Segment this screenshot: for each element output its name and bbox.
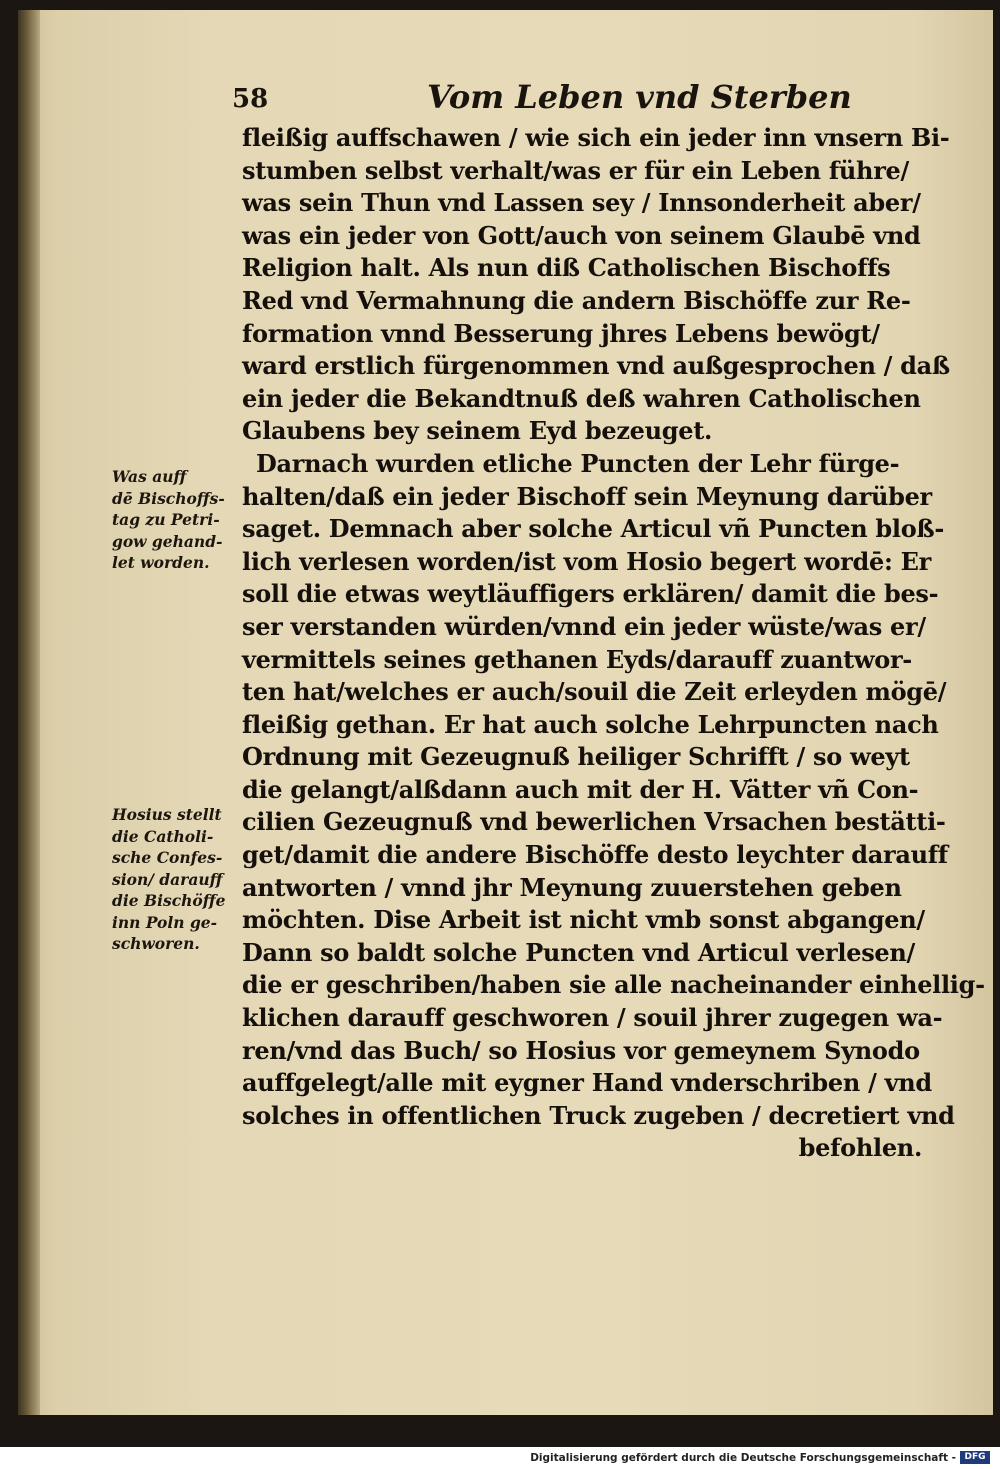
text-line: saget. Demnach aber solche Articul vñ Puncten bloß- xyxy=(242,514,945,544)
margin-note-line: Was auff xyxy=(112,467,187,486)
paragraph-start-line: Darnach wurden etliche Puncten der Lehr fürge- xyxy=(256,448,900,478)
text-line: lich verlesen worden/ist vom Hosio begert wordē: Er xyxy=(242,546,931,576)
margin-note-bishops-diet xyxy=(112,466,225,574)
text-line: Religion halt. Als nun diß Catholischen Bischoffs xyxy=(242,253,891,283)
margin-note-line: schworen. xyxy=(112,934,200,953)
text-line-final: befohlen. xyxy=(798,1133,922,1163)
text-line: die er geschriben/haben sie alle nacheinander einhellig- xyxy=(242,970,985,1000)
text-line: formation vnnd Besserung jhres Lebens bewögt/ xyxy=(242,318,880,348)
text-line: fleißig auffschawen / wie sich ein jeder inn vnsern Bi- xyxy=(242,123,950,152)
text-line: ten hat/welches er auch/souil die Zeit erleyden mögē/ xyxy=(242,677,947,707)
text-line: soll die etwas weytläuffigers erklären/ damit die bes- xyxy=(242,579,939,609)
text-line: Dann so baldt solche Puncten vnd Articul verlesen/ xyxy=(242,937,915,967)
margin-note-line: sche Confes- xyxy=(112,848,223,867)
text-line: möchten. Dise Arbeit ist nicht vmb sonst abgangen/ xyxy=(242,905,925,935)
funding-credit: Digitalisierung gefördert durch die Deutsche Forschungsgemeinschaft - xyxy=(530,1452,956,1464)
running-title: Vom Leben vnd Sterben xyxy=(427,78,852,116)
margin-note-line: tag zu Petri- xyxy=(112,510,220,529)
text-line: was ein jeder von Gott/auch von seinem Glaubē vnd xyxy=(242,220,921,250)
footer-bar xyxy=(0,1447,1000,1469)
margin-note-line: let worden. xyxy=(112,553,210,572)
text-line: ein jeder die Bekandtnuß deß wahren Catholischen xyxy=(242,383,921,413)
margin-note-line: Hosius stellt xyxy=(112,805,222,824)
text-line: Ordnung mit Gezeugnuß heiliger Schrifft / so weyt xyxy=(242,742,910,772)
text-line: halten/daß ein jeder Bischoff sein Meynung darüber xyxy=(242,481,932,511)
text-line: Glaubens bey seinem Eyd bezeuget. xyxy=(242,416,713,446)
margin-note-line: sion/ darauff xyxy=(112,869,223,889)
margin-note-hosius-confession xyxy=(112,804,225,955)
text-line: Red vnd Vermahnung die andern Bischöffe zur Re- xyxy=(242,285,911,315)
text-line: die gelangt/alßdann auch mit der H. Vätter vñ Con- xyxy=(242,774,919,804)
margin-note-line: gow gehand- xyxy=(112,531,223,551)
text-line: antworten / vnnd jhr Meynung zuuerstehen geben xyxy=(242,872,902,902)
text-line: was sein Thun vnd Lassen sey / Innsonderheit aber/ xyxy=(242,188,921,218)
text-line: ward erstlich fürgenommen vnd außgesprochen / daß xyxy=(242,351,950,381)
text-line: ren/vnd das Buch/ so Hosius vor gemeynem Synodo xyxy=(242,1035,920,1065)
text-line: fleißig gethan. Er hat auch solche Lehrpuncten nach xyxy=(242,709,939,739)
text-line: vermittels seines gethanen Eyds/darauff zuantwor- xyxy=(242,644,912,674)
margin-note-line: dē Bischoffs- xyxy=(112,488,225,508)
text-line: stumben selbst verhalt/was er für ein Leben führe/ xyxy=(242,155,909,185)
margin-note-line: die Bischöffe xyxy=(112,891,226,910)
text-line: get/damit die andere Bischöffe desto leychter darauff xyxy=(242,840,948,870)
body-text xyxy=(242,122,985,1165)
text-line: auffgelegt/alle mit eygner Hand vnderschriben / vnd xyxy=(242,1068,932,1098)
text-line: klichen darauff geschworen / souil jhrer zugegen wa- xyxy=(242,1003,943,1033)
text-line: solches in offentlichen Truck zugeben / decretiert vnd xyxy=(242,1100,955,1130)
dfg-logo[interactable]: DFG xyxy=(960,1451,990,1464)
margin-note-line: inn Poln ge- xyxy=(112,912,218,932)
page-number: 58 xyxy=(232,84,269,114)
margin-note-line: die Catholi- xyxy=(112,826,214,846)
page-header xyxy=(232,78,922,118)
page-spine-shadow xyxy=(18,10,40,1415)
text-line: cilien Gezeugnuß vnd bewerlichen Vrsachen bestätti- xyxy=(242,807,946,837)
text-line: ser verstanden würden/vnnd ein jeder wüste/was er/ xyxy=(242,611,926,641)
